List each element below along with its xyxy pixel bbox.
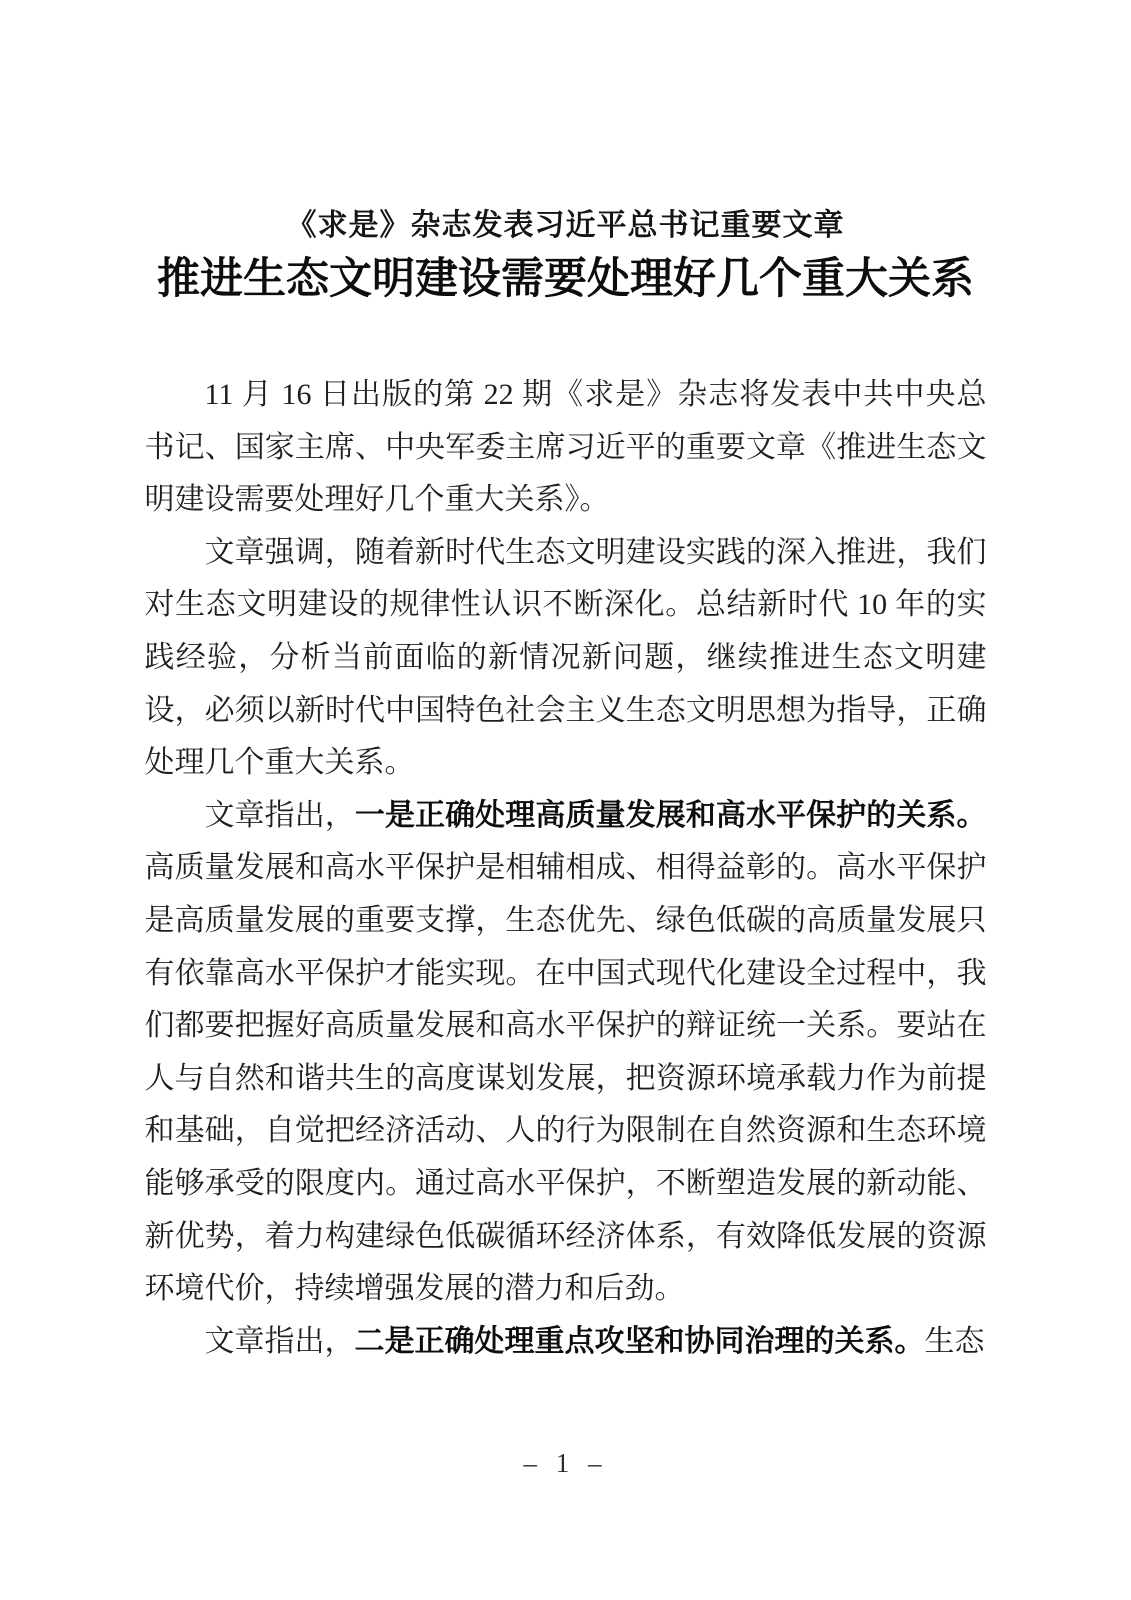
article-title: 推进生态文明建设需要处理好几个重大关系: [157, 256, 974, 303]
text-run: 文章指出，: [204, 798, 355, 832]
paragraph-article-emphasis: [145, 527, 987, 790]
emphasis-run: 二是正确处理重点攻坚和协同治理的关系。: [354, 1324, 925, 1358]
article-header: [145, 203, 987, 309]
text-run: 文章指出，: [204, 1324, 355, 1358]
text-run: 生态: [924, 1324, 985, 1358]
paragraph-publication-notice: [145, 369, 987, 527]
paragraph-point-one: [145, 790, 987, 1316]
paragraph-point-two: [145, 1316, 987, 1369]
page-footer: [0, 1448, 1131, 1479]
emphasis-run: 一是正确处理高质量发展和高水平保护的关系。: [354, 798, 987, 832]
article-kicker: 《求是》杂志发表习近平总书记重要文章: [286, 209, 845, 242]
article-body: [145, 369, 987, 1368]
text-run: 11 月 16 日出版的第 22 期《求是》杂志将发表中共中央总书记、国家主席、中央军委主席习近平的重要文章《推进生态文明建设需要处理好几个重大关系》。: [144, 378, 987, 517]
page-number: – 1 –: [523, 1448, 608, 1478]
content-area: [145, 0, 987, 1368]
text-run: 文章强调，随着新时代生态文明建设实践的深入推进，我们对生态文明建设的规律性认识不断深化。总结新时代 10 年的实践经验，分析当前面临的新情况新问题，继续推进生态文明建设，必须以新时代中国特色社会主义生态文明思想为指导，正确处理几个重大关系。: [144, 535, 987, 780]
text-run: 高质量发展和高水平保护是相辅相成、相得益彰的。高水平保护是高质量发展的重要支撑，生态优先、绿色低碳的高质量发展只有依靠高水平保护才能实现。在中国式现代化建设全过程中，我们都要把握好高质量发展和高水平保护的辩证统一关系。要站在人与自然和谐共生的高度谋划发展，把资源环境承载力作为前提和基础，自觉把经济活动、人的行为限制在自然资源和生态环境能够承受的限度内。通过高水平保护，不断塑造发展的新动能、新优势，着力构建绿色低碳循环经济体系，有效降低发展的资源环境代价，持续增强发展的潜力和后劲。: [144, 851, 987, 1306]
